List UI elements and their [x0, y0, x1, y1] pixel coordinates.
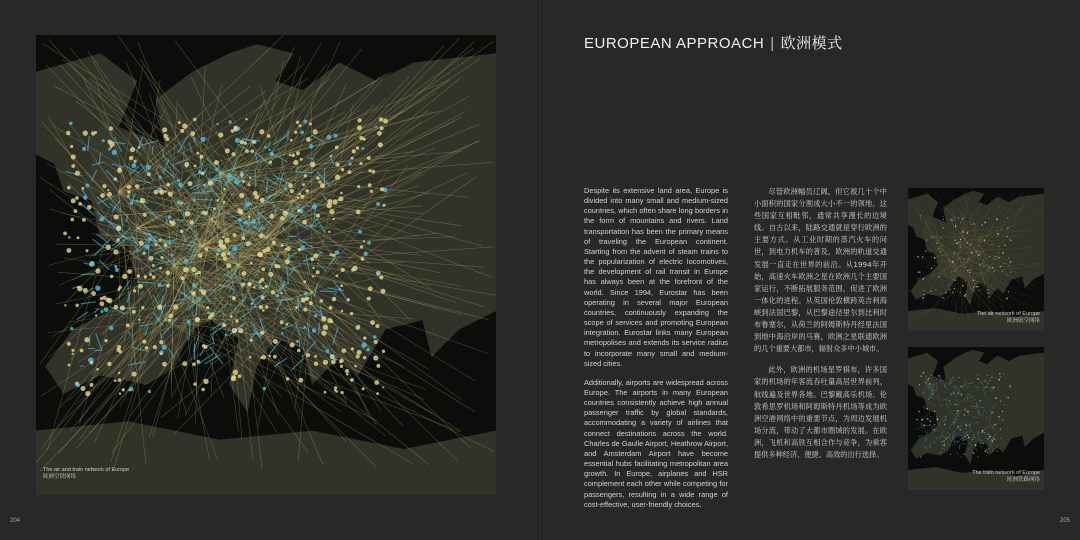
main-map-caption-en: The air and train network of Europe	[43, 467, 130, 473]
side-map-air-network	[908, 188, 1044, 331]
main-map-europe-air-train	[36, 35, 496, 495]
side-map-air-caption-en: The air network of Europe	[976, 311, 1040, 317]
side-map-train-caption-en: The train network of Europe	[972, 470, 1040, 476]
main-map-caption-zh: 欧洲空铁网络	[43, 474, 77, 480]
book-gutter	[538, 0, 542, 540]
main-map-caption	[43, 467, 129, 481]
page-number-left: 204	[10, 518, 21, 524]
body-zh-paragraph-2: 此外，欧洲的机场星罗棋布，许多国家的机场的年客流吞吐量高居世界前列，航线遍及世界各地。巴黎戴高乐机场、伦敦希思罗机场和阿姆斯特丹机场等成为欧洲空港网络中的重要节点，为周边发展机场分流，带动了大都市圈域的发展。在欧洲，飞机和高铁互相合作与竞争，为乘客提供多种经济、便捷、高效的出行选择。	[754, 365, 887, 459]
body-text-english	[584, 186, 728, 519]
page-number-right: 205	[1059, 518, 1070, 524]
side-map-air-caption	[977, 311, 1040, 325]
side-map-train-caption-zh: 欧洲铁路网络	[1006, 477, 1040, 483]
title-separator: |	[770, 35, 775, 52]
main-map-graphic	[36, 35, 496, 495]
title-zh: 欧洲模式	[780, 35, 843, 52]
side-map-air-graphic	[908, 188, 1044, 331]
side-map-air-caption-zh: 欧洲航空网络	[1006, 318, 1040, 324]
title-en: EUROPEAN APPROACH	[584, 35, 765, 52]
side-map-train-caption	[972, 470, 1040, 484]
body-en-paragraph-1: Despite its extensive land area, Europe is divided into many small and medium-sized countries, which often share long borders in the form of mountains and rivers. Land transportation has been the primary means of traveling the European continent. Starting from the advent of steam trains to the popularization of electric locomotives, the development of rail transit in Europe has always been at the forefront of the world. Since 1994, Eurostar has been operating in several major European countries, continuously expanding the scope of services and promoting European integration. Eurostar links many European metropolises and extends its service radius to incorporate many small and medium-sized cities.	[584, 186, 728, 368]
side-map-train-network	[908, 347, 1044, 490]
side-map-train-graphic	[908, 347, 1044, 490]
body-zh-paragraph-1: 尽管欧洲幅员辽阔，但它被几十个中小面积的国家分割成大小不一的领地。这些国家互相毗邻，通常共享漫长的边境线。自古以来，陆路交通就是穿行欧洲的主要方式。从工业时期的蒸汽火车的问世，到电力机车的普及，欧洲的轨道交通发展一直走在世界的前沿。从1994年开始，高速火车欧洲之星在欧洲几个主要国家运行，不断拓展服务范围，促进了欧洲一体化的进程。从英国伦敦横跨英吉利海峡到法国巴黎，从巴黎途径里尔到比利时布鲁塞尔，从荷兰的阿姆斯特丹经里法国到地中海沿岸的马赛，欧洲之星联通欧洲的几个重要大都市，辐射众多中小城市。	[754, 187, 887, 354]
page-title	[584, 32, 843, 53]
body-en-paragraph-2: Additionally, airports are widespread across Europe. The airports in many European countries consistently achieve high annual passenger traffic by global standards, accommodating a variety of airlines that connect destinations across the world. Charles de Gaulle Airport, Heathrow Airport, and Amsterdam Airport have become essential hubs facilitating metropolitan area growth. In Europe, airplanes and HSR complement each other while competing for passengers, resulting in a wide range of cost-effective, user-friendly choices.	[584, 377, 728, 509]
body-text-chinese	[754, 186, 887, 470]
